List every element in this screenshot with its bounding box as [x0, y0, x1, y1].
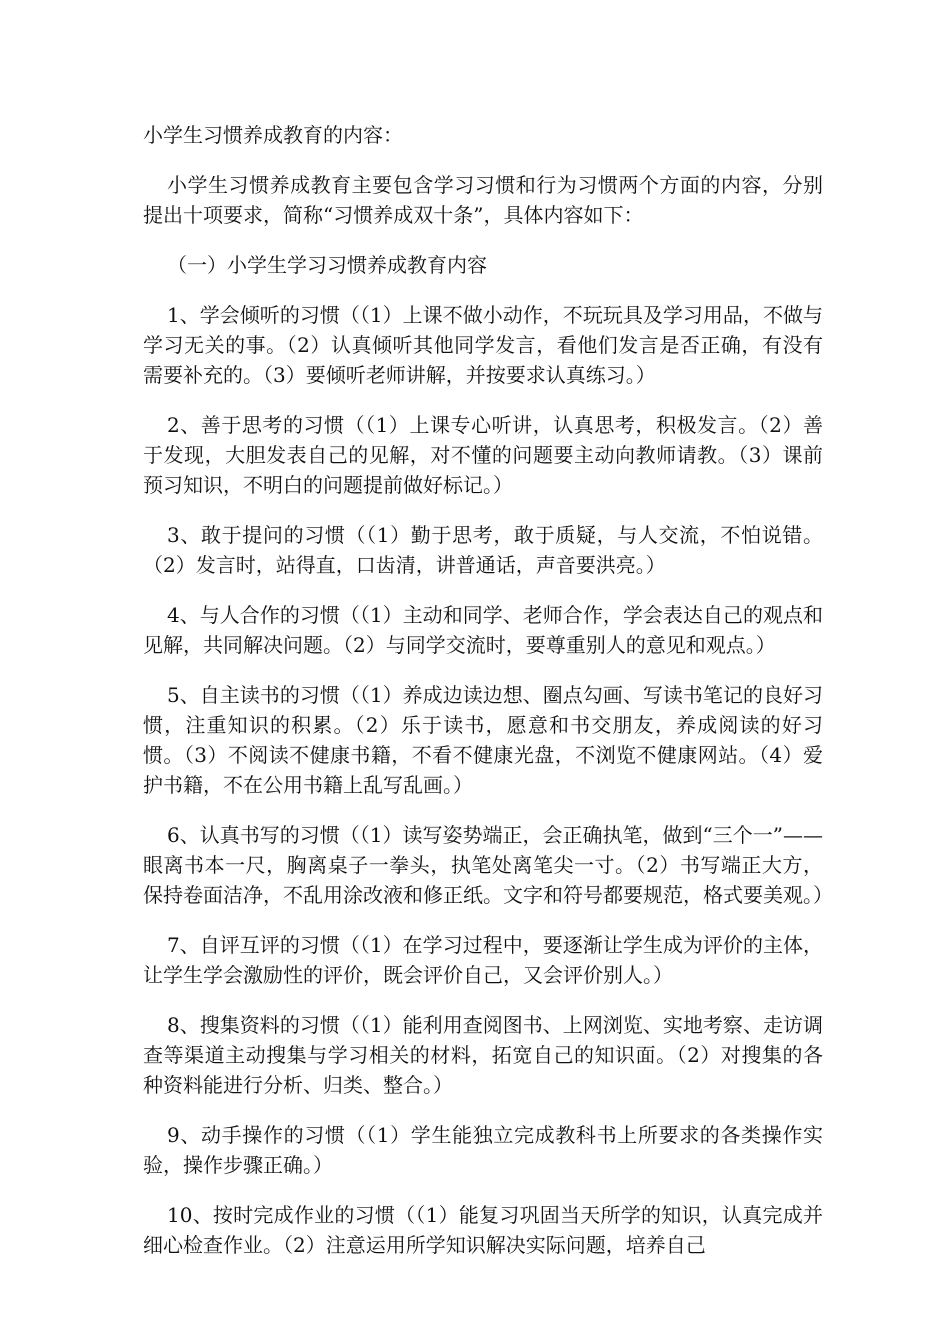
habit-item-10: 10、按时完成作业的习惯（（1）能复习巩固当天所学的知识，认真完成并细心检查作业。（2）注意运用所学知识解决实际问题，培养自己 — [143, 1203, 823, 1257]
habit-item-4: 4、与人合作的习惯（（1）主动和同学、老师合作，学会表达自己的观点和见解，共同解决问题。（2）与同学交流时，要尊重别人的意见和观点。） — [143, 603, 823, 657]
habit-item-1: 1、学会倾听的习惯（（1）上课不做小动作，不玩玩具及学习用品，不做与学习无关的事。（2）认真倾听其他同学发言，看他们发言是否正确，有没有需要补充的。（3）要倾听老师讲解，并按要求认真练习。） — [143, 303, 823, 387]
habit-item-3: 3、敢于提问的习惯（（1）勤于思考，敢于质疑，与人交流，不怕说错。（2）发言时，站得直，口齿清，讲普通话，声音要洪亮。） — [143, 523, 823, 577]
document-heading: 小学生习惯养成教育的内容： — [143, 123, 403, 147]
habit-item-2: 2、善于思考的习惯（（1）上课专心听讲，认真思考，积极发言。（2）善于发现，大胆发表自己的见解，对不懂的问题要主动向教师请教。（3）课前预习知识，不明白的问题提前做好标记。） — [143, 413, 823, 497]
habit-item-8: 8、搜集资料的习惯（（1）能利用查阅图书、上网浏览、实地考察、走访调查等渠道主动搜集与学习相关的材料，拓宽自己的知识面。（2）对搜集的各种资料能进行分析、归类、整合。） — [143, 1013, 823, 1097]
habit-item-9: 9、动手操作的习惯（（1）学生能独立完成教科书上所要求的各类操作实验，操作步骤正确。） — [143, 1123, 823, 1177]
habit-item-5: 5、自主读书的习惯（（1）养成边读边想、圈点勾画、写读书笔记的良好习惯，注重知识的积累。（2）乐于读书，愿意和书交朋友，养成阅读的好习惯。（3）不阅读不健康书籍，不看不健康光盘，不浏览不健康网站。（4）爱护书籍，不在公用书籍上乱写乱画。） — [143, 683, 823, 797]
section-title: （一）小学生学习习惯养成教育内容 — [167, 253, 487, 277]
habit-item-6: 6、认真书写的习惯（（1）读写姿势端正，会正确执笔，做到“三个一”——眼离书本一尺，胸离桌子一拳头，执笔处离笔尖一寸。（2）书写端正大方，保持卷面洁净，不乱用涂改液和修正纸。文字和符号都要规范，格式要美观。） — [143, 823, 833, 907]
habit-item-7: 7、自评互评的习惯（（1）在学习过程中，要逐渐让学生成为评价的主体，让学生学会激励性的评价，既会评价自己，又会评价别人。） — [143, 933, 823, 987]
document-body — [143, 120, 833, 1280]
intro-paragraph: 小学生习惯养成教育主要包含学习习惯和行为习惯两个方面的内容，分别提出十项要求，简称“习惯养成双十条”，具体内容如下： — [143, 173, 823, 227]
